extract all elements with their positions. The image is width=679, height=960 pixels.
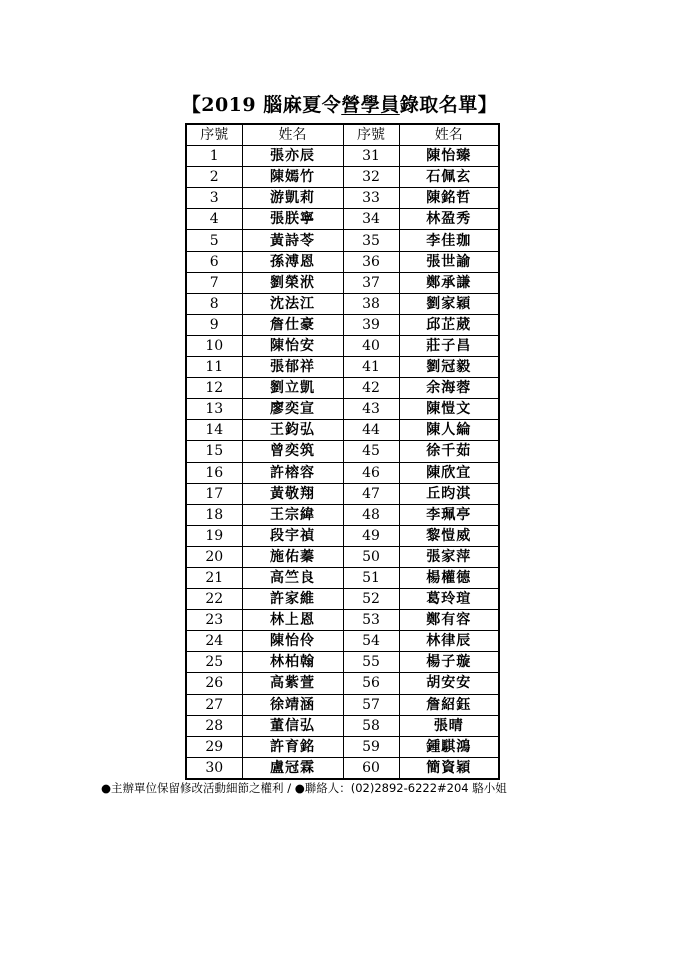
student-name-right: 葛玲瑄 [399,589,499,610]
row-number-right: 33 [343,188,399,209]
row-number-right: 52 [343,589,399,610]
row-number-left: 2 [186,167,242,188]
row-number-left: 13 [186,399,242,420]
table-row [186,146,499,167]
row-number-left: 15 [186,441,242,462]
table-row [186,378,499,399]
student-name-left: 沈法江 [242,293,343,314]
row-number-right: 50 [343,546,399,567]
row-number-right: 37 [343,272,399,293]
page-title [0,90,679,117]
student-name-left: 段宇禎 [242,525,343,546]
table-row [186,251,499,272]
student-name-left: 詹仕豪 [242,314,343,335]
student-name-left: 施佑蓁 [242,546,343,567]
student-name-left: 廖奕宣 [242,399,343,420]
row-number-left: 14 [186,420,242,441]
table-row [186,230,499,251]
row-number-right: 38 [343,293,399,314]
student-name-left: 高紫萱 [242,673,343,694]
student-name-left: 許家維 [242,589,343,610]
row-number-left: 6 [186,251,242,272]
row-number-left: 29 [186,736,242,757]
row-number-right: 54 [343,631,399,652]
student-name-right: 張世諭 [399,251,499,272]
student-name-left: 林柏翰 [242,652,343,673]
student-name-left: 張亦辰 [242,146,343,167]
student-name-left: 孫溥恩 [242,251,343,272]
row-number-left: 25 [186,652,242,673]
row-number-right: 59 [343,736,399,757]
header-number-left: 序號 [186,124,242,146]
student-name-left: 許榕容 [242,462,343,483]
student-name-right: 鄭有容 [399,610,499,631]
student-name-left: 徐靖涵 [242,694,343,715]
student-name-left: 許育銘 [242,736,343,757]
row-number-right: 32 [343,167,399,188]
row-number-left: 28 [186,715,242,736]
row-number-left: 16 [186,462,242,483]
table-row [186,631,499,652]
row-number-right: 43 [343,399,399,420]
table-row [186,483,499,504]
row-number-right: 55 [343,652,399,673]
student-name-right: 丘昀淇 [399,483,499,504]
table-row [186,525,499,546]
student-name-left: 黃詩苓 [242,230,343,251]
student-name-left: 高竺良 [242,567,343,588]
row-number-left: 1 [186,146,242,167]
row-number-right: 53 [343,610,399,631]
table-row [186,462,499,483]
row-number-left: 12 [186,378,242,399]
row-number-left: 18 [186,504,242,525]
student-name-left: 董信弘 [242,715,343,736]
student-name-right: 余海蓉 [399,378,499,399]
student-name-left: 林上恩 [242,610,343,631]
student-name-left: 張朕寧 [242,209,343,230]
table-row [186,357,499,378]
title-part-2: 營學員 [341,94,400,116]
row-number-right: 34 [343,209,399,230]
header-name-right: 姓名 [399,124,499,146]
student-name-left: 陳怡安 [242,335,343,356]
table-row [186,652,499,673]
student-name-right: 胡安安 [399,673,499,694]
student-name-right: 劉冠毅 [399,357,499,378]
row-number-right: 41 [343,357,399,378]
student-name-right: 石佩玄 [399,167,499,188]
table-row [186,335,499,356]
row-number-right: 51 [343,567,399,588]
row-number-right: 44 [343,420,399,441]
student-name-left: 曾奕筑 [242,441,343,462]
student-name-right: 李珮亭 [399,504,499,525]
row-number-right: 48 [343,504,399,525]
student-name-left: 王鈞弘 [242,420,343,441]
table-header-row [186,124,499,146]
student-name-right: 簡資穎 [399,757,499,779]
student-name-right: 陳欣宜 [399,462,499,483]
row-number-left: 8 [186,293,242,314]
student-name-left: 游凱莉 [242,188,343,209]
student-name-right: 林律辰 [399,631,499,652]
row-number-left: 30 [186,757,242,779]
row-number-left: 3 [186,188,242,209]
table-row [186,757,499,779]
student-name-right: 徐千茹 [399,441,499,462]
row-number-right: 31 [343,146,399,167]
row-number-right: 60 [343,757,399,779]
header-name-left: 姓名 [242,124,343,146]
table-row [186,188,499,209]
table-row [186,673,499,694]
student-name-right: 林盈秀 [399,209,499,230]
student-name-left: 劉立凱 [242,378,343,399]
student-name-left: 劉榮洑 [242,272,343,293]
student-name-right: 張晴 [399,715,499,736]
title-part-3: 錄取名單】 [399,94,498,116]
student-name-left: 張郁祥 [242,357,343,378]
student-name-right: 楊子璇 [399,652,499,673]
student-name-right: 黎愷威 [399,525,499,546]
student-name-right: 邱芷葳 [399,314,499,335]
student-name-left: 王宗緯 [242,504,343,525]
row-number-right: 46 [343,462,399,483]
student-name-right: 鄭承謙 [399,272,499,293]
student-name-right: 劉家穎 [399,293,499,314]
row-number-left: 22 [186,589,242,610]
student-name-right: 鍾騏鴻 [399,736,499,757]
student-name-right: 詹紹鈺 [399,694,499,715]
admission-list-table [185,123,500,780]
table-row [186,167,499,188]
row-number-right: 42 [343,378,399,399]
row-number-right: 49 [343,525,399,546]
student-name-right: 莊子昌 [399,335,499,356]
table-row [186,504,499,525]
title-part-1: 【2019 腦麻夏令 [181,94,342,116]
table-row [186,610,499,631]
row-number-right: 36 [343,251,399,272]
table-row [186,272,499,293]
row-number-left: 10 [186,335,242,356]
row-number-left: 24 [186,631,242,652]
table-row [186,314,499,335]
row-number-right: 58 [343,715,399,736]
row-number-left: 7 [186,272,242,293]
student-name-right: 陳愷文 [399,399,499,420]
row-number-left: 26 [186,673,242,694]
table-body [186,146,499,779]
row-number-right: 47 [343,483,399,504]
table-row [186,293,499,314]
table-row [186,441,499,462]
row-number-left: 4 [186,209,242,230]
table-row [186,567,499,588]
student-name-right: 陳人綸 [399,420,499,441]
row-number-left: 27 [186,694,242,715]
row-number-right: 56 [343,673,399,694]
footer-note: ●主辦單位保留修改活動細節之權利 / ●聯絡人：(02)2892-6222#204 駱小姐 [101,781,507,795]
row-number-right: 35 [343,230,399,251]
student-name-left: 陳嫣竹 [242,167,343,188]
row-number-right: 40 [343,335,399,356]
table-row [186,420,499,441]
row-number-left: 20 [186,546,242,567]
student-name-right: 陳怡臻 [399,146,499,167]
row-number-left: 5 [186,230,242,251]
row-number-right: 57 [343,694,399,715]
student-name-right: 楊權德 [399,567,499,588]
row-number-left: 19 [186,525,242,546]
table-row [186,715,499,736]
row-number-left: 17 [186,483,242,504]
table-row [186,399,499,420]
row-number-left: 21 [186,567,242,588]
row-number-left: 11 [186,357,242,378]
student-name-right: 張家萍 [399,546,499,567]
table-row [186,209,499,230]
student-name-left: 盧冠霖 [242,757,343,779]
table-row [186,736,499,757]
student-name-left: 陳怡伶 [242,631,343,652]
student-name-right: 李佳珈 [399,230,499,251]
student-name-right: 陳銘哲 [399,188,499,209]
header-number-right: 序號 [343,124,399,146]
row-number-left: 9 [186,314,242,335]
student-name-left: 黃敬翔 [242,483,343,504]
table-row [186,694,499,715]
row-number-right: 39 [343,314,399,335]
row-number-right: 45 [343,441,399,462]
table-row [186,589,499,610]
table-row [186,546,499,567]
row-number-left: 23 [186,610,242,631]
